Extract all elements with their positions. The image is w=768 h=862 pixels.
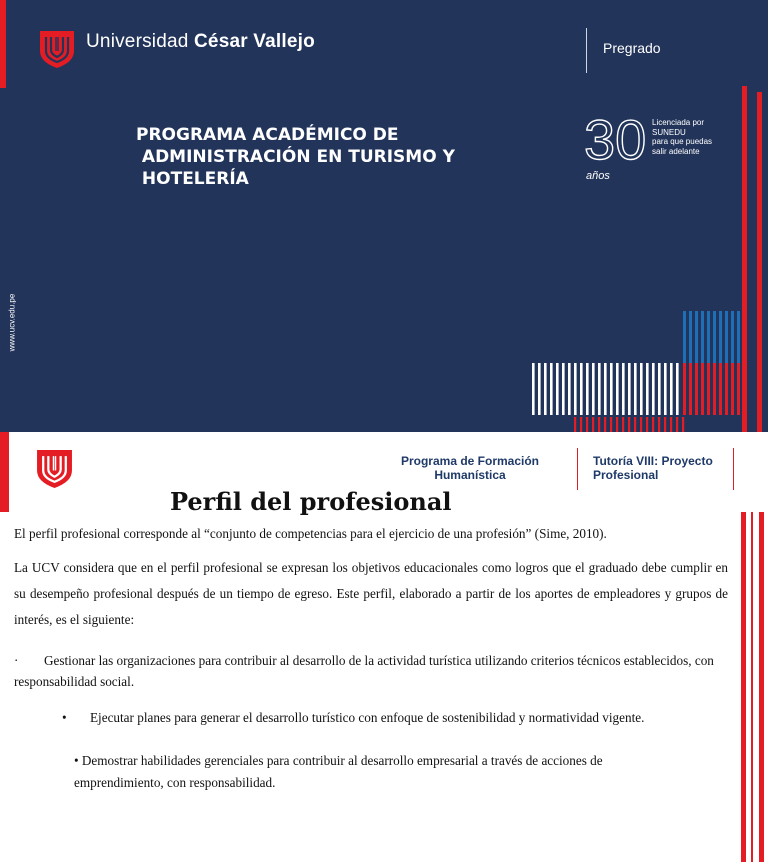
bullet-mark: • — [62, 710, 67, 725]
paragraph-ucv: La UCV considera que en el perfil profesional se expresan los objetivos educacionales como logros que el graduado debe cumplir en su desempeño profesional después de un tiempo de egreso. Este perfil, elaborado a partir de los aportes de empleadores y grupos de interés, es el siguiente: — [14, 560, 728, 627]
anniversary-number: 30 — [584, 108, 647, 171]
pregrado-label: Pregrado — [603, 40, 661, 56]
anniversary-word: años — [586, 170, 610, 182]
tutoria-label: Tutoría VIII: Proyecto Profesional — [593, 454, 713, 482]
decorative-stripes — [530, 86, 768, 432]
website-url: www.ucv.edu.pe — [7, 293, 17, 352]
bullet-text: Ejecutar planes para generar el desarrollo turístico con enfoque de sostenibilidad y normatividad vigente. — [90, 710, 645, 725]
ucv-logo-icon — [40, 31, 74, 68]
list-item — [14, 650, 729, 692]
profile-slide — [0, 432, 768, 862]
ucv-logo-icon — [37, 450, 72, 488]
decorative-stripes — [738, 512, 768, 862]
paragraph-definition: El perfil profesional corresponde al “conjunto de competencias para el ejercicio de una profesión” (Sime, 2010). — [14, 526, 607, 541]
brand-bold: César Vallejo — [194, 31, 315, 52]
left-red-accent — [0, 432, 9, 512]
header-divider — [577, 448, 578, 490]
left-red-accent — [0, 0, 6, 88]
brand-light: Universidad — [86, 31, 195, 52]
list-item: • Demostrar habilidades gerenciales para contribuir al desarrollo empresarial a través de acciones de emprendimiento, con responsabilidad. — [74, 753, 603, 790]
university-brand — [86, 31, 315, 53]
bullet-text: Gestionar las organizaciones para contribuir al desarrollo de la actividad turística utilizando criterios técnicos establecidos, con responsabilidad social. — [14, 653, 714, 689]
sunedu-license-text: Licenciada por SUNEDU para que puedas salir adelante — [652, 118, 713, 156]
header-divider — [586, 28, 587, 73]
program-title: PROGRAMA ACADÉMICO DE ADMINISTRACIÓN EN TURISMO Y HOTELERÍA — [136, 125, 455, 189]
bullet-mark: · — [14, 653, 19, 668]
program-formation-label: Programa de Formación Humanística — [400, 454, 540, 482]
list-item — [62, 710, 742, 726]
header-divider — [733, 448, 734, 490]
slide-title: Perfil del profesional — [170, 487, 452, 516]
